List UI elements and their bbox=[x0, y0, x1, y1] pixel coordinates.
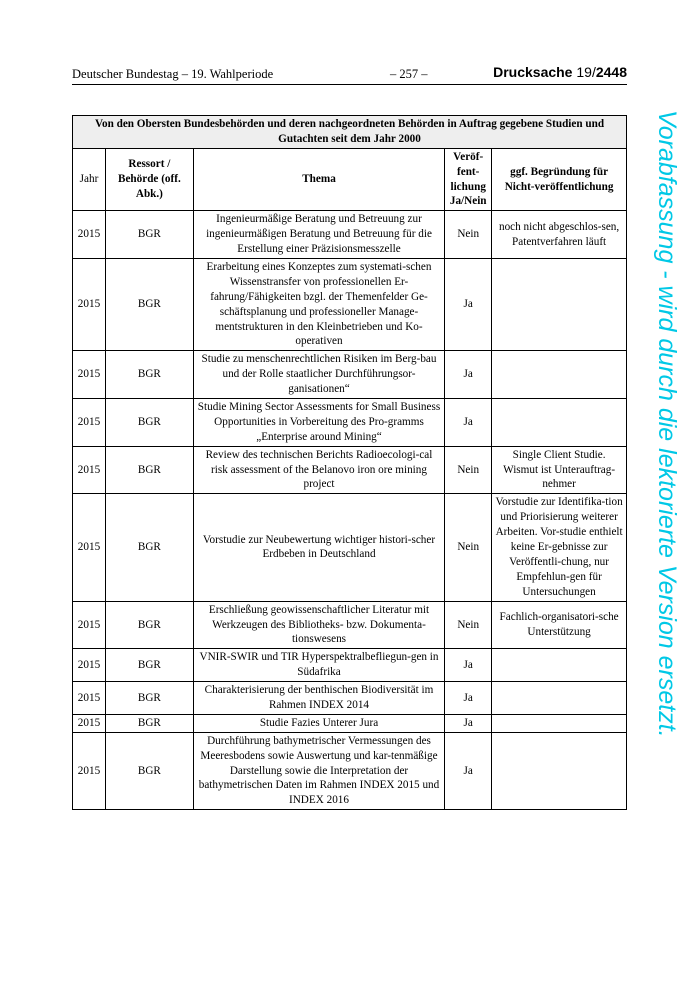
cell-begruendung bbox=[492, 649, 627, 682]
cell-jahr: 2015 bbox=[73, 714, 106, 732]
cell-begruendung bbox=[492, 732, 627, 809]
table-row bbox=[73, 399, 627, 447]
cell-ressort: BGR bbox=[105, 714, 193, 732]
cell-jahr: 2015 bbox=[73, 259, 106, 351]
cell-thema: Durchführung bathymetrischer Vermessungen des Meeresbodens sowie Auswertung und kar-tenmäßige Darstellung sowie die Interpretation der bathymetrischen Daten im Rahmen INDEX 2015 und INDEX 2016 bbox=[193, 732, 444, 809]
table-row bbox=[73, 351, 627, 399]
table-row bbox=[73, 714, 627, 732]
cell-begruendung: Single Client Studie. Wismut ist Unterauftrag-nehmer bbox=[492, 446, 627, 494]
cell-thema: Vorstudie zur Neubewertung wichtiger histori-scher Erdbeben in Deutschland bbox=[193, 494, 444, 601]
cell-begruendung bbox=[492, 399, 627, 447]
cell-ressort: BGR bbox=[105, 682, 193, 715]
table-header-row bbox=[73, 148, 627, 211]
cell-begruendung bbox=[492, 351, 627, 399]
cell-veroeffentlichung: Ja bbox=[445, 649, 492, 682]
cell-ressort: BGR bbox=[105, 399, 193, 447]
studies-table bbox=[72, 115, 627, 810]
cell-ressort: BGR bbox=[105, 446, 193, 494]
header-document-number bbox=[493, 64, 627, 80]
cell-thema: Erschließung geowissenschaftlicher Literatur mit Werkzeugen des Bibliotheks- bzw. Dokumenta-tionswesens bbox=[193, 601, 444, 649]
cell-jahr: 2015 bbox=[73, 351, 106, 399]
cell-veroeffentlichung: Ja bbox=[445, 732, 492, 809]
cell-begruendung bbox=[492, 682, 627, 715]
cell-ressort: BGR bbox=[105, 649, 193, 682]
cell-jahr: 2015 bbox=[73, 732, 106, 809]
draft-version-notice: Vorabfassung - wird durch die lektorierte Version ersetzt. bbox=[653, 110, 681, 738]
header-drucksache-label: Drucksache bbox=[493, 64, 573, 80]
table-row bbox=[73, 259, 627, 351]
cell-ressort: BGR bbox=[105, 732, 193, 809]
table-title: Von den Obersten Bundesbehörden und deren nachgeordneten Behörden in Auftrag gegebene Studien und Gutachten seit dem Jahr 2000 bbox=[73, 116, 627, 149]
cell-veroeffentlichung: Nein bbox=[445, 494, 492, 601]
cell-begruendung bbox=[492, 714, 627, 732]
cell-veroeffentlichung: Ja bbox=[445, 351, 492, 399]
cell-begruendung bbox=[492, 259, 627, 351]
cell-jahr: 2015 bbox=[73, 494, 106, 601]
cell-veroeffentlichung: Ja bbox=[445, 399, 492, 447]
cell-thema: Charakterisierung der benthischen Biodiversität im Rahmen INDEX 2014 bbox=[193, 682, 444, 715]
cell-thema: Review des technischen Berichts Radioecologi-cal risk assessment of the Belanovo iron ore mining project bbox=[193, 446, 444, 494]
cell-jahr: 2015 bbox=[73, 211, 106, 259]
header-veroeffentlichung: Veröf-fent-lichung Ja/Nein bbox=[445, 148, 492, 211]
page-header bbox=[72, 64, 627, 86]
header-rule bbox=[72, 84, 627, 85]
table-row bbox=[73, 211, 627, 259]
cell-thema: VNIR-SWIR und TIR Hyperspektralbefliegun-gen in Südafrika bbox=[193, 649, 444, 682]
header-publication: Deutscher Bundestag – 19. Wahlperiode bbox=[72, 67, 274, 81]
cell-jahr: 2015 bbox=[73, 682, 106, 715]
header-page-number: – 257 – bbox=[390, 67, 428, 81]
cell-veroeffentlichung: Nein bbox=[445, 446, 492, 494]
cell-veroeffentlichung: Ja bbox=[445, 682, 492, 715]
cell-ressort: BGR bbox=[105, 494, 193, 601]
cell-begruendung: Fachlich-organisatori-sche Unterstützung bbox=[492, 601, 627, 649]
header-ressort: Ressort / Behörde (off. Abk.) bbox=[105, 148, 193, 211]
cell-jahr: 2015 bbox=[73, 601, 106, 649]
cell-thema: Studie zu menschenrechtlichen Risiken im Berg-bau und der Rolle staatlicher Durchführungsor-ganisationen“ bbox=[193, 351, 444, 399]
cell-jahr: 2015 bbox=[73, 446, 106, 494]
cell-veroeffentlichung: Nein bbox=[445, 211, 492, 259]
table-row bbox=[73, 732, 627, 809]
table-row bbox=[73, 446, 627, 494]
cell-veroeffentlichung: Ja bbox=[445, 714, 492, 732]
header-jahr: Jahr bbox=[73, 148, 106, 211]
table-row bbox=[73, 682, 627, 715]
header-drucksache-prefix: 19/ bbox=[576, 64, 596, 80]
cell-thema: Studie Mining Sector Assessments for Small Business Opportunities in Vorbereitung des Pro-gramms „Enterprise around Mining“ bbox=[193, 399, 444, 447]
cell-ressort: BGR bbox=[105, 259, 193, 351]
table-row bbox=[73, 649, 627, 682]
header-begruendung: ggf. Begründung für Nicht-veröffentlichung bbox=[492, 148, 627, 211]
cell-thema: Studie Fazies Unterer Jura bbox=[193, 714, 444, 732]
table-row bbox=[73, 494, 627, 601]
header-thema: Thema bbox=[193, 148, 444, 211]
cell-begruendung: Vorstudie zur Identifika-tion und Priorisierung weiterer Arbeiten. Vor-studie enthielt keine Er-gebnisse zur Veröffentli-chung, nur Empfehlun-gen für Untersuchungen bbox=[492, 494, 627, 601]
cell-thema: Erarbeitung eines Konzeptes zum systemati-schen Wissenstransfer von professionellen Er-fahrung/Fähigkeiten bzgl. der Themenfelder Ge-schäftsplanung und professioneller Manage-mentstrukturen in den Kleinbetrieben und Ko-operativen bbox=[193, 259, 444, 351]
cell-veroeffentlichung: Nein bbox=[445, 601, 492, 649]
cell-thema: Ingenieurmäßige Beratung und Betreuung zur ingenieurmäßigen Beratung und Betreuung für die Erstellung einer Präzisionsmesszelle bbox=[193, 211, 444, 259]
cell-veroeffentlichung: Ja bbox=[445, 259, 492, 351]
table-row bbox=[73, 601, 627, 649]
header-drucksache-number: 2448 bbox=[595, 64, 627, 80]
cell-jahr: 2015 bbox=[73, 649, 106, 682]
cell-ressort: BGR bbox=[105, 351, 193, 399]
cell-ressort: BGR bbox=[105, 211, 193, 259]
cell-jahr: 2015 bbox=[73, 399, 106, 447]
cell-begruendung: noch nicht abgeschlos-sen, Patentverfahren läuft bbox=[492, 211, 627, 259]
cell-ressort: BGR bbox=[105, 601, 193, 649]
